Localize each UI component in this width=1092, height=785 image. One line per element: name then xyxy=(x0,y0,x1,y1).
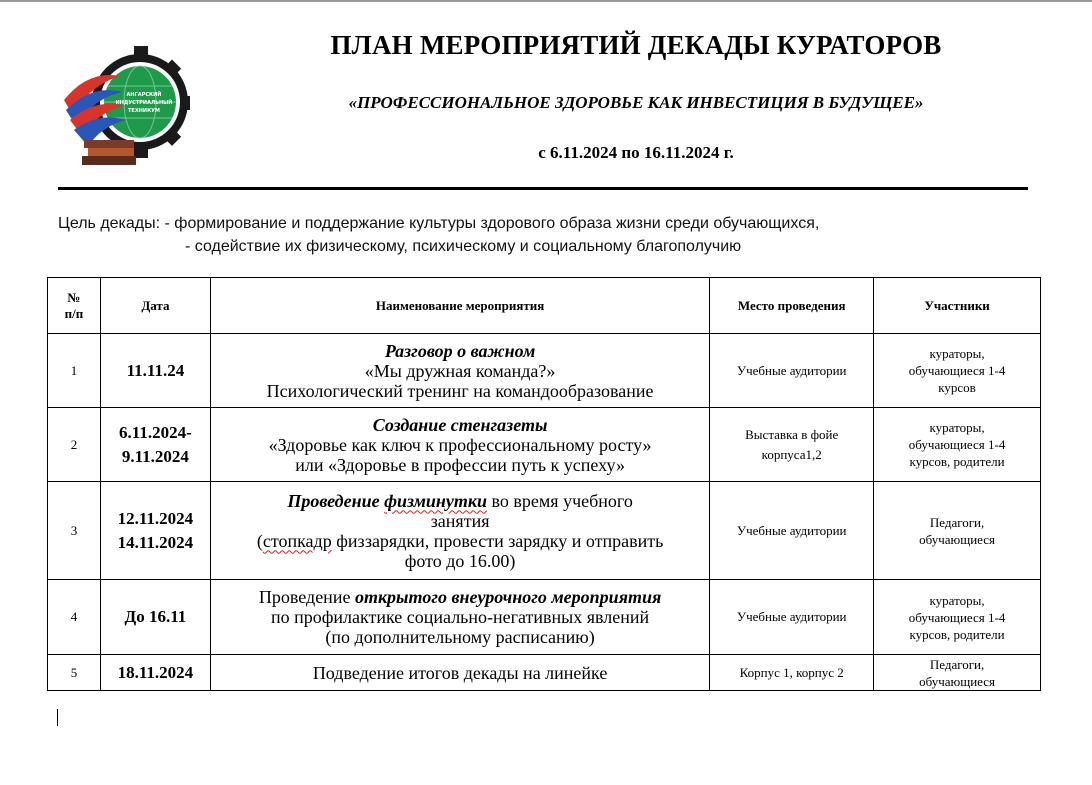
document-title: ПЛАН МЕРОПРИЯТИЙ ДЕКАДЫ КУРАТОРОВ xyxy=(330,30,942,60)
header-num-b: п/п xyxy=(64,305,84,321)
decade-dates: с 6.11.2024 по 16.11.2024 г. xyxy=(538,143,734,162)
row-event xyxy=(210,334,709,408)
participants-line: курсов xyxy=(938,380,976,395)
row-date xyxy=(100,408,210,482)
participants-line: кураторы, xyxy=(929,592,985,608)
row-num: 3 xyxy=(48,482,101,580)
row-participants xyxy=(874,580,1041,655)
participants-line: курсов, родители xyxy=(909,454,1005,469)
row-num: 5 xyxy=(48,655,101,691)
row-participants xyxy=(874,655,1041,691)
event-title-part: открытого внеурочного мероприятия xyxy=(354,587,662,607)
date-end: 14.11.2024 xyxy=(117,532,194,552)
goal-line-2: - содействие их физическому, психическому и социальному благополучию xyxy=(185,238,742,255)
header-num xyxy=(48,278,101,334)
logo-line-3: ТЕХНИКУМ xyxy=(128,108,160,114)
participants-line: кураторы, xyxy=(929,346,985,361)
event-line: Психологический тренинг на командообразование xyxy=(266,380,654,401)
table-row xyxy=(48,408,1041,482)
row-date xyxy=(100,482,210,580)
row-participants xyxy=(874,408,1041,482)
header-rule xyxy=(58,187,1028,190)
logo-line-2: ИНДУСТРИАЛЬНЫЙ xyxy=(115,100,173,106)
window-top-border xyxy=(0,0,1092,2)
event-title-part: Проведение xyxy=(258,587,355,607)
event-line-part: физзарядки, провести зарядку и отправить xyxy=(331,530,664,551)
event-line-part: стопкадр xyxy=(262,530,332,551)
goal-line-1: Цель декады: - формирование и поддержание культуры здорового образа жизни среди обучающихся, xyxy=(58,215,820,232)
row-date: До 16.11 xyxy=(100,580,210,655)
event-title-part: во время учебного xyxy=(487,490,633,511)
table-row xyxy=(48,580,1041,655)
row-event xyxy=(210,482,709,580)
date-start: 12.11.2024 xyxy=(117,508,194,528)
participants-line: обучающиеся xyxy=(919,673,996,689)
row-event xyxy=(210,580,709,655)
place-line: Выставка в фойе xyxy=(745,426,839,442)
technikum-logo xyxy=(58,40,192,170)
row-place: Учебные аудитории xyxy=(710,334,874,408)
row-event xyxy=(210,408,709,482)
event-line: (по дополнительному расписанию) xyxy=(325,627,595,647)
event-line: «Здоровье как ключ к профессиональному росту» xyxy=(268,434,652,455)
row-event: Подведение итогов декады на линейке xyxy=(210,655,709,691)
event-title: Разговор о важном xyxy=(384,340,536,361)
row-place: Учебные аудитории xyxy=(710,580,874,655)
event-title xyxy=(215,491,705,511)
document-subtitle: «ПРОФЕССИОНАЛЬНОЕ ЗДОРОВЬЕ КАК ИНВЕСТИЦИЯ В БУДУЩЕЕ» xyxy=(348,93,924,112)
row-num: 2 xyxy=(48,408,101,482)
event-line: «Мы дружная команда?» xyxy=(364,360,556,381)
header-place: Место проведения xyxy=(710,278,874,334)
text-cursor xyxy=(57,709,58,726)
event-line: или «Здоровье в профессии путь к успеху» xyxy=(295,454,625,475)
participants-line: кураторы, xyxy=(929,420,985,435)
event-title-part: физминутки xyxy=(384,490,488,511)
participants-line: обучающиеся 1-4 xyxy=(908,609,1006,625)
logo-text xyxy=(58,40,192,170)
event-line-part: ( xyxy=(256,530,263,551)
row-num: 4 xyxy=(48,580,101,655)
event-title: Создание стенгазеты xyxy=(372,414,548,435)
event-line: по профилактике социально-негативных явлений xyxy=(270,607,650,627)
header-name: Наименование мероприятия xyxy=(210,278,709,334)
event-line xyxy=(215,531,705,551)
row-place xyxy=(710,408,874,482)
participants-line: обучающиеся 1-4 xyxy=(908,437,1006,452)
row-date: 18.11.2024 xyxy=(100,655,210,691)
place-line: корпуса1,2 xyxy=(761,446,822,462)
header-num-a: № xyxy=(67,289,81,305)
event-title xyxy=(215,587,705,607)
row-participants xyxy=(874,334,1041,408)
participants-line: Педагоги, xyxy=(929,656,985,672)
table-row xyxy=(48,482,1041,580)
date-start: 6.11.2024- xyxy=(119,422,192,442)
row-place: Корпус 1, корпус 2 xyxy=(710,655,874,691)
event-line: фото до 16.00) xyxy=(404,550,516,571)
participants-line: курсов, родители xyxy=(909,626,1005,642)
date-end: 9.11.2024 xyxy=(121,446,189,466)
events-table xyxy=(47,277,1041,691)
header-participants: Участники xyxy=(874,278,1041,334)
row-place: Учебные аудитории xyxy=(710,482,874,580)
event-title-part: Проведение xyxy=(287,490,385,511)
row-participants xyxy=(874,482,1041,580)
table-row xyxy=(48,334,1041,408)
participants-line: обучающиеся xyxy=(919,531,996,547)
table-row xyxy=(48,655,1041,691)
participants-line: обучающиеся 1-4 xyxy=(908,363,1006,378)
row-num: 1 xyxy=(48,334,101,408)
event-line: занятия xyxy=(430,510,490,531)
logo-line-1: АНГАРСКИЙ xyxy=(126,92,162,98)
header-date: Дата xyxy=(100,278,210,334)
table-header-row xyxy=(48,278,1041,334)
row-date: 11.11.24 xyxy=(100,334,210,408)
participants-line: Педагоги, xyxy=(929,514,985,530)
